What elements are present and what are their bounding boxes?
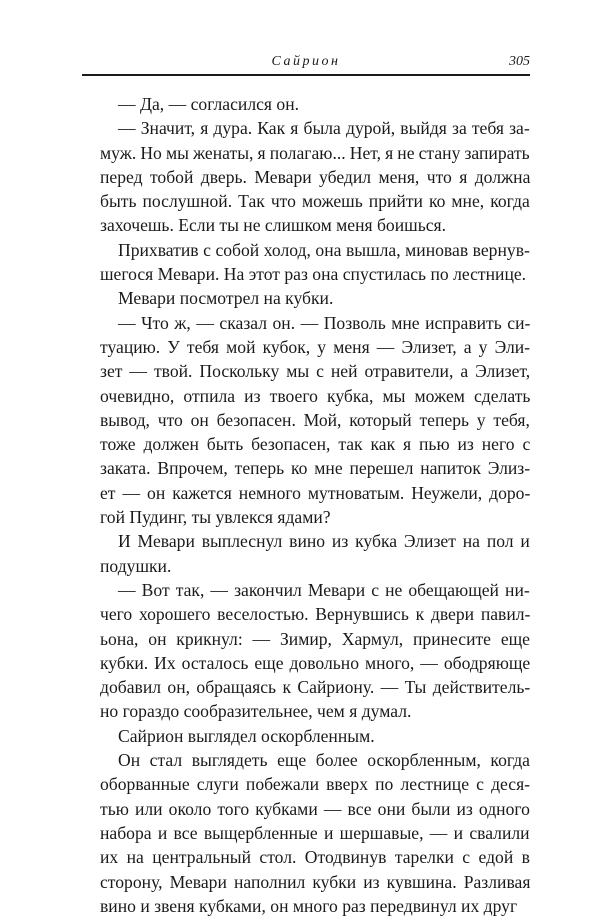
paragraph bbox=[82, 238, 530, 287]
text-line: подушки. bbox=[100, 555, 172, 576]
text-line: добавил он, обращаясь к Сайриону. — Ты действитель- bbox=[100, 677, 531, 698]
text-line: перед тобой дверь. Мевари убедил меня, что я должна bbox=[100, 166, 531, 187]
text-line: но гораздо сообразительнее, чем я думал. bbox=[100, 701, 412, 722]
text-line: Он стал выглядеть еще более оскорбленным, когда bbox=[118, 750, 530, 771]
text-line: чего хорошего веселостью. Вернувшись к двери павил- bbox=[100, 604, 531, 625]
text-line: оборванные слуги побежали вверх по лестнице с деся- bbox=[100, 774, 531, 795]
paragraph bbox=[82, 286, 530, 310]
text-line: ьона, он крикнул: — Зимир, Хармул, принесите еще bbox=[100, 628, 530, 649]
text-line: И Мевари выплеснул вино из кубка Элизет на пол и bbox=[118, 531, 530, 552]
text-line: — Да, — согласился он. bbox=[118, 94, 300, 114]
paragraph bbox=[82, 578, 530, 724]
running-title: Сайрион bbox=[271, 54, 341, 69]
paragraph bbox=[82, 529, 530, 578]
text-line: заката. Впрочем, теперь ко мне перешел напиток Элиз- bbox=[100, 458, 531, 479]
text-line: сторону, Мевари наполнил кубки из кувшина. Разливая bbox=[100, 871, 531, 892]
text-line: шегося Мевари. На этот раз она спустилась по лестнице. bbox=[100, 264, 527, 285]
text-line: очевидно, отпила из твоего кубка, мы можем сделать bbox=[100, 385, 531, 406]
text-line: зет — твой. Поскольку мы с ней отравители, а Элизет, bbox=[100, 361, 531, 382]
running-head bbox=[82, 50, 530, 76]
text-line: ет — он кажется немного мутноватым. Неужели, доро- bbox=[100, 482, 531, 503]
text-line: тью или около того кубками — все они были из одного bbox=[100, 798, 530, 819]
text-line: вывод, что он безопасен. Мой, который теперь у тебя, bbox=[100, 409, 530, 430]
text-line: гой Пудинг, ты увлекся ядами? bbox=[100, 507, 331, 528]
text-line: Мевари посмотрел на кубки. bbox=[118, 288, 334, 309]
text-block bbox=[82, 92, 530, 918]
text-line: быть послушной. Так что можешь прийти ко мне, когда bbox=[100, 191, 530, 212]
text-line: их на центральный стол. Отодвинув тарелки с едой в bbox=[100, 847, 530, 868]
text-line: набора и все выщербленные и шершавые, — и свалили bbox=[100, 822, 530, 843]
paragraph bbox=[82, 92, 530, 116]
text-line: — Что ж, — сказал он. — Позволь мне исправить си- bbox=[118, 312, 531, 333]
text-line: Сайрион выглядел оскорбленным. bbox=[118, 725, 375, 746]
text-line: — Вот так, — закончил Мевари с не обещающей ни- bbox=[118, 579, 530, 600]
page-number: 305 bbox=[509, 54, 530, 69]
text-line: захочешь. Если ты не слишком меня боишься. bbox=[100, 215, 447, 236]
text-line: кубки. Их осталось еще довольно много, — ободряюще bbox=[100, 652, 531, 673]
text-line: туацию. У тебя мой кубок, у меня — Элизет, а у Эли- bbox=[100, 336, 531, 357]
text-line: тоже должен быть безопасен, так как я пью из него с bbox=[100, 434, 531, 455]
paragraph bbox=[82, 311, 530, 530]
text-line: муж. Но мы женаты, я полагаю... Нет, я не стану запирать bbox=[100, 142, 530, 163]
paragraph bbox=[82, 116, 530, 237]
text-line: Прихватив с собой холод, она вышла, миновав вернув- bbox=[118, 239, 530, 260]
paragraph bbox=[82, 724, 530, 748]
text-line: — Значит, я дура. Как я была дурой, выйдя за тебя за- bbox=[118, 118, 530, 139]
paragraph bbox=[82, 748, 530, 918]
text-line: вино и звеня кубками, он много раз передвинул их друг bbox=[100, 895, 518, 916]
